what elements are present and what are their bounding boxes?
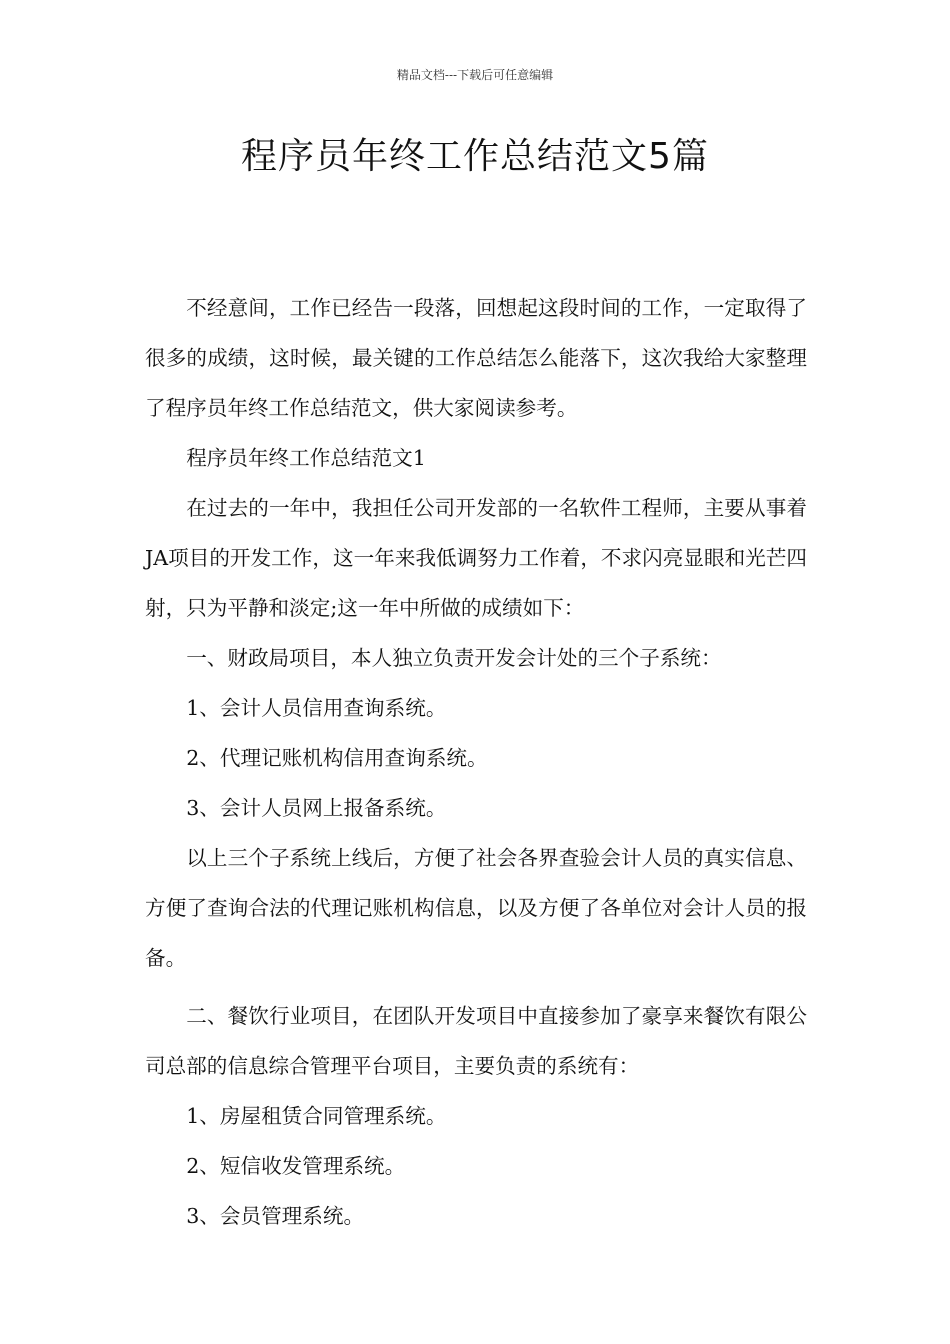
body-paragraph: 以上三个子系统上线后，方便了社会各界查验会计人员的真实信息、方便了查询合法的代理记账机构信息，以及方便了各单位对会计人员的报备。 [145,846,807,970]
list-item: 2、短信收发管理系统。 [186,1154,406,1178]
list-heading: 一、财政局项目，本人独立负责开发会计处的三个子系统： [186,646,722,670]
header-note: 精品文档---下载后可任意编辑 [396,68,554,82]
list-item: 2、代理记账机构信用查询系统。 [186,746,488,770]
document-body [145,283,807,1241]
intro-paragraph: 不经意间，工作已经告一段落，回想起这段时间的工作，一定取得了很多的成绩，这时候，最关键的工作总结怎么能落下，这次我给大家整理了程序员年终工作总结范文，供大家阅读参考。 [145,296,807,420]
list-item: 1、会计人员信用查询系统。 [186,696,447,720]
list-item: 3、会员管理系统。 [186,1204,365,1228]
section-heading: 程序员年终工作总结范文1 [186,446,426,470]
document-title: 程序员年终工作总结范文5篇 [241,136,709,177]
list-heading: 二、餐饮行业项目，在团队开发项目中直接参加了豪享来餐饮有限公司总部的信息综合管理平台项目，主要负责的系统有： [145,1004,807,1078]
body-paragraph: 在过去的一年中，我担任公司开发部的一名软件工程师，主要从事着JA项目的开发工作，这一年来我低调努力工作着，不求闪亮显眼和光芒四射，只为平静和淡定;这一年中所做的成绩如下： [145,496,807,620]
list-item: 1、房屋租赁合同管理系统。 [186,1104,447,1128]
list-item: 3、会计人员网上报备系统。 [186,796,447,820]
